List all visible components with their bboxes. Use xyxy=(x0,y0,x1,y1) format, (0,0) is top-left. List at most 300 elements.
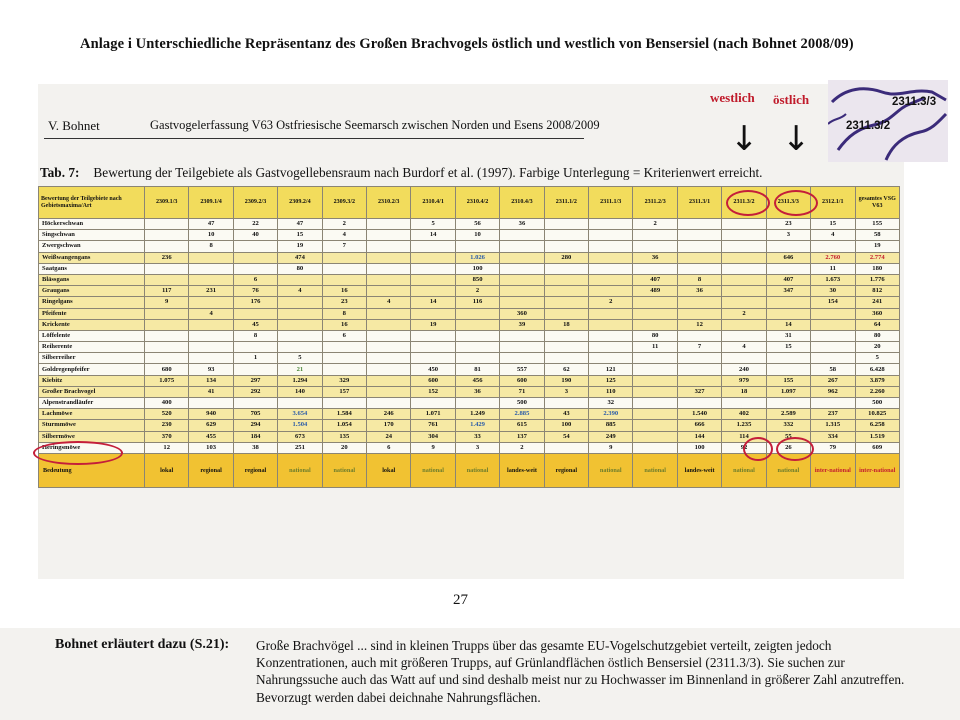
table-cell xyxy=(544,297,588,308)
table-cell: 43 xyxy=(544,409,588,420)
table-cell xyxy=(766,398,810,409)
table-cell: 940 xyxy=(189,409,233,420)
table-cell xyxy=(589,330,633,341)
table-row xyxy=(39,409,900,420)
table-cell xyxy=(544,342,588,353)
table-cell: 761 xyxy=(411,420,455,431)
table-cell xyxy=(677,308,721,319)
table-cell: 19 xyxy=(278,241,322,252)
table-cell xyxy=(411,308,455,319)
table-cell: 1.071 xyxy=(411,409,455,420)
table-cell xyxy=(145,263,189,274)
table-cell xyxy=(500,252,544,263)
table-cell xyxy=(367,375,411,386)
table-cell xyxy=(411,330,455,341)
table-cell: 646 xyxy=(766,252,810,263)
table-cell: 237 xyxy=(811,409,855,420)
table-cell: 4 xyxy=(189,308,233,319)
table-cell: 3 xyxy=(544,386,588,397)
table-row xyxy=(39,308,900,319)
table-row xyxy=(39,230,900,241)
table-cell: 23 xyxy=(322,297,366,308)
table-cell xyxy=(633,442,677,453)
table-cell: 103 xyxy=(189,442,233,453)
table-cell xyxy=(367,330,411,341)
table-cell: 292 xyxy=(233,386,277,397)
table-cell: 23 xyxy=(766,219,810,230)
table-cell: 9 xyxy=(589,442,633,453)
table-cell xyxy=(677,330,721,341)
table-footer-row xyxy=(39,453,900,487)
table-cell xyxy=(500,353,544,364)
table-cell xyxy=(189,398,233,409)
report-subheader: Gastvogelerfassung V63 Ostfriesische Seemarsch zwischen Norden und Esens 2008/2009 xyxy=(150,118,600,132)
table-cell xyxy=(189,342,233,353)
table-caption xyxy=(40,165,763,181)
table-row xyxy=(39,342,900,353)
table-cell: 100 xyxy=(677,442,721,453)
table-cell: 557 xyxy=(500,364,544,375)
table-cell xyxy=(278,308,322,319)
table-cell xyxy=(589,241,633,252)
table-cell xyxy=(145,241,189,252)
table-cell: 455 xyxy=(189,431,233,442)
table-cell: 1.249 xyxy=(455,409,499,420)
species-name: Graugans xyxy=(39,286,145,297)
table-cell: 3 xyxy=(766,230,810,241)
table-row xyxy=(39,375,900,386)
table-cell xyxy=(411,286,455,297)
table-cell: 36 xyxy=(633,252,677,263)
table-cell xyxy=(544,274,588,285)
table-cell: 56 xyxy=(455,219,499,230)
footer-label: Bedeutung xyxy=(39,453,145,487)
table-cell xyxy=(278,342,322,353)
table-cell: 236 xyxy=(145,252,189,263)
table-cell xyxy=(455,342,499,353)
table-cell xyxy=(722,252,766,263)
table-cell: 7 xyxy=(322,241,366,252)
table-cell xyxy=(722,219,766,230)
column-header: 2309.3/2 xyxy=(322,187,366,219)
table-cell xyxy=(455,353,499,364)
species-name: Großer Brachvogel xyxy=(39,386,145,397)
table-cell: 2.589 xyxy=(766,409,810,420)
table-cell: 2 xyxy=(455,286,499,297)
table-cell: 8 xyxy=(189,241,233,252)
table-cell: 1.584 xyxy=(322,409,366,420)
table-cell: 12 xyxy=(677,319,721,330)
table-cell: 26 xyxy=(766,442,810,453)
table-cell: 80 xyxy=(633,330,677,341)
table-cell: 21 xyxy=(278,364,322,375)
table-cell: 36 xyxy=(455,386,499,397)
table-cell xyxy=(367,386,411,397)
table-cell: 4 xyxy=(367,297,411,308)
table-cell: 8 xyxy=(233,330,277,341)
table-cell: 47 xyxy=(278,219,322,230)
table-cell xyxy=(367,230,411,241)
table-cell: 2.760 xyxy=(811,252,855,263)
table-cell xyxy=(367,364,411,375)
table-cell xyxy=(589,286,633,297)
table-cell xyxy=(233,263,277,274)
table-cell: 15 xyxy=(766,342,810,353)
table-cell: 30 xyxy=(811,286,855,297)
table-cell: 1.429 xyxy=(455,420,499,431)
table-cell: 979 xyxy=(722,375,766,386)
table-cell xyxy=(633,386,677,397)
significance-cell: inter-national xyxy=(855,453,900,487)
table-cell xyxy=(455,330,499,341)
table-cell xyxy=(367,241,411,252)
table-row xyxy=(39,252,900,263)
table-cell xyxy=(722,263,766,274)
table-cell xyxy=(633,375,677,386)
column-header: 2311.3/3 xyxy=(766,187,810,219)
table-cell xyxy=(233,342,277,353)
table-cell xyxy=(633,398,677,409)
significance-cell: national xyxy=(589,453,633,487)
species-name: Lachmöwe xyxy=(39,409,145,420)
table-cell xyxy=(455,308,499,319)
column-header: 2311.3/2 xyxy=(722,187,766,219)
column-header: 2311.2/3 xyxy=(633,187,677,219)
table-cell xyxy=(811,398,855,409)
table-cell: 11 xyxy=(633,342,677,353)
table-cell: 230 xyxy=(145,420,189,431)
table-cell xyxy=(145,342,189,353)
table-cell xyxy=(233,241,277,252)
column-header: 2310.4/2 xyxy=(455,187,499,219)
table-cell: 40 xyxy=(233,230,277,241)
table-cell xyxy=(411,342,455,353)
significance-cell: regional xyxy=(233,453,277,487)
table-cell xyxy=(544,308,588,319)
table-cell xyxy=(189,319,233,330)
table-cell xyxy=(455,398,499,409)
significance-cell: lokal xyxy=(145,453,189,487)
table-cell: 4 xyxy=(722,342,766,353)
significance-cell: national xyxy=(722,453,766,487)
table-row xyxy=(39,274,900,285)
table-cell xyxy=(145,230,189,241)
significance-cell: regional xyxy=(189,453,233,487)
table-cell: 1.235 xyxy=(722,420,766,431)
table-cell: 246 xyxy=(367,409,411,420)
table-cell: 2 xyxy=(589,297,633,308)
table-cell xyxy=(677,364,721,375)
table-row xyxy=(39,442,900,453)
table-row xyxy=(39,386,900,397)
table-cell: 280 xyxy=(544,252,588,263)
species-name: Saatgans xyxy=(39,263,145,274)
table-cell xyxy=(367,286,411,297)
table-cell xyxy=(322,263,366,274)
table-cell: 180 xyxy=(855,263,900,274)
table-cell: 1.540 xyxy=(677,409,721,420)
table-cell: 304 xyxy=(411,431,455,442)
table-cell: 629 xyxy=(189,420,233,431)
significance-cell: national xyxy=(766,453,810,487)
table-cell: 6 xyxy=(233,274,277,285)
table-cell: 114 xyxy=(722,431,766,442)
table-cell xyxy=(677,252,721,263)
table-cell xyxy=(811,241,855,252)
table-cell: 6.258 xyxy=(855,420,900,431)
table-cell: 36 xyxy=(677,286,721,297)
table-cell: 850 xyxy=(455,274,499,285)
table-cell: 80 xyxy=(855,330,900,341)
species-name: Blässgans xyxy=(39,274,145,285)
significance-cell: regional xyxy=(544,453,588,487)
table-cell: 79 xyxy=(811,442,855,453)
table-cell xyxy=(766,297,810,308)
table-cell xyxy=(589,252,633,263)
table-cell: 16 xyxy=(322,319,366,330)
table-cell xyxy=(811,308,855,319)
table-cell: 155 xyxy=(766,375,810,386)
table-cell xyxy=(544,230,588,241)
table-cell: 680 xyxy=(145,364,189,375)
table-cell: 329 xyxy=(322,375,366,386)
table-cell: 71 xyxy=(500,386,544,397)
table-cell xyxy=(633,353,677,364)
table-cell xyxy=(189,353,233,364)
table-row xyxy=(39,353,900,364)
table-cell xyxy=(722,230,766,241)
table-cell: 1.054 xyxy=(322,420,366,431)
table-cell: 400 xyxy=(145,398,189,409)
table-cell: 125 xyxy=(589,375,633,386)
species-name: Silbermöwe xyxy=(39,431,145,442)
table-row xyxy=(39,319,900,330)
table-row xyxy=(39,286,900,297)
table-cell xyxy=(411,252,455,263)
table-cell: 135 xyxy=(322,431,366,442)
table-cell: 18 xyxy=(722,386,766,397)
table-cell: 2 xyxy=(633,219,677,230)
table-cell xyxy=(322,252,366,263)
table-row xyxy=(39,420,900,431)
table-cell: 14 xyxy=(411,230,455,241)
table-cell: 1.097 xyxy=(766,386,810,397)
table-cell: 812 xyxy=(855,286,900,297)
table-cell xyxy=(145,274,189,285)
table-cell: 360 xyxy=(855,308,900,319)
table-cell: 520 xyxy=(145,409,189,420)
area-map-thumbnail xyxy=(828,80,948,162)
east-label: östlich xyxy=(773,92,810,107)
table-cell xyxy=(145,219,189,230)
table-cell xyxy=(500,330,544,341)
subheader-underline xyxy=(44,138,584,139)
species-name: Alpenstrandläufer xyxy=(39,398,145,409)
table-cell xyxy=(589,353,633,364)
table-cell xyxy=(500,230,544,241)
table-cell xyxy=(811,353,855,364)
column-header: 2310.2/3 xyxy=(367,187,411,219)
significance-cell: landes-weit xyxy=(677,453,721,487)
table-cell: 19 xyxy=(855,241,900,252)
column-header: 2309.2/4 xyxy=(278,187,322,219)
table-cell xyxy=(322,353,366,364)
table-cell xyxy=(766,308,810,319)
table-cell xyxy=(633,308,677,319)
table-cell xyxy=(411,274,455,285)
table-cell: 489 xyxy=(633,286,677,297)
table-cell xyxy=(411,398,455,409)
table-cell: 20 xyxy=(322,442,366,453)
table-cell: 58 xyxy=(855,230,900,241)
table-cell xyxy=(233,308,277,319)
significance-cell: lokal xyxy=(367,453,411,487)
significance-cell: inter-national xyxy=(811,453,855,487)
table-cell: 155 xyxy=(855,219,900,230)
table-cell: 9 xyxy=(145,297,189,308)
table-cell: 11 xyxy=(811,263,855,274)
table-cell xyxy=(633,420,677,431)
table-cell: 2.774 xyxy=(855,252,900,263)
species-name: Pfeifente xyxy=(39,308,145,319)
table-row xyxy=(39,398,900,409)
table-cell: 347 xyxy=(766,286,810,297)
table-cell: 144 xyxy=(677,431,721,442)
table-cell: 294 xyxy=(233,420,277,431)
table-cell: 615 xyxy=(500,420,544,431)
table-cell: 100 xyxy=(544,420,588,431)
table-cell xyxy=(367,219,411,230)
table-cell: 249 xyxy=(589,431,633,442)
table-cell: 64 xyxy=(855,319,900,330)
table-cell: 81 xyxy=(455,364,499,375)
table-cell xyxy=(500,263,544,274)
table-cell xyxy=(367,308,411,319)
column-header: 2311.1/2 xyxy=(544,187,588,219)
table-cell xyxy=(322,342,366,353)
table-cell xyxy=(455,319,499,330)
table-cell: 2.260 xyxy=(855,386,900,397)
species-name: Ringelgans xyxy=(39,297,145,308)
table-cell: 116 xyxy=(455,297,499,308)
table-cell: 407 xyxy=(633,274,677,285)
table-cell xyxy=(677,353,721,364)
species-name: Löffelente xyxy=(39,330,145,341)
table-cell: 14 xyxy=(766,319,810,330)
species-name: Weißwangengans xyxy=(39,252,145,263)
table-cell: 1.504 xyxy=(278,420,322,431)
table-cell xyxy=(677,263,721,274)
table-cell xyxy=(766,241,810,252)
table-cell: 2 xyxy=(500,442,544,453)
table-cell xyxy=(589,308,633,319)
table-cell: 673 xyxy=(278,431,322,442)
table-row xyxy=(39,431,900,442)
table-cell xyxy=(500,241,544,252)
table-row xyxy=(39,330,900,341)
table-cell xyxy=(145,330,189,341)
table-cell xyxy=(233,364,277,375)
table-cell: 18 xyxy=(544,319,588,330)
table-cell: 1.075 xyxy=(145,375,189,386)
table-cell: 6 xyxy=(367,442,411,453)
table-row xyxy=(39,364,900,375)
table-cell xyxy=(633,297,677,308)
table-cell: 407 xyxy=(766,274,810,285)
species-name: Silberreiher xyxy=(39,353,145,364)
table-cell xyxy=(455,241,499,252)
table-cell xyxy=(677,375,721,386)
table-cell: 39 xyxy=(500,319,544,330)
table-cell xyxy=(589,263,633,274)
table-cell xyxy=(633,319,677,330)
table-cell xyxy=(544,398,588,409)
table-cell: 9 xyxy=(411,442,455,453)
table-cell: 100 xyxy=(455,263,499,274)
table-cell xyxy=(722,286,766,297)
table-cell: 402 xyxy=(722,409,766,420)
table-cell: 609 xyxy=(855,442,900,453)
table-cell xyxy=(589,230,633,241)
table-cell: 80 xyxy=(278,263,322,274)
table-cell xyxy=(322,398,366,409)
table-cell xyxy=(367,263,411,274)
page-number: 27 xyxy=(453,592,468,608)
table-cell xyxy=(367,398,411,409)
table-cell: 10 xyxy=(455,230,499,241)
table-cell xyxy=(411,353,455,364)
table-cell xyxy=(145,308,189,319)
table-cell xyxy=(367,252,411,263)
table-cell xyxy=(500,342,544,353)
table-cell xyxy=(677,219,721,230)
table-cell xyxy=(411,263,455,274)
table-cell: 2 xyxy=(322,219,366,230)
table-cell xyxy=(278,297,322,308)
table-cell xyxy=(189,263,233,274)
column-header: 2309.2/3 xyxy=(233,187,277,219)
table-cell: 5 xyxy=(411,219,455,230)
table-row xyxy=(39,263,900,274)
table-cell: 251 xyxy=(278,442,322,453)
species-name: Sturmmöwe xyxy=(39,420,145,431)
table-cell: 24 xyxy=(367,431,411,442)
table-cell: 110 xyxy=(589,386,633,397)
down-arrow-icon: ↓ xyxy=(782,119,811,159)
table-cell xyxy=(367,353,411,364)
table-cell xyxy=(544,330,588,341)
table-cell xyxy=(500,274,544,285)
table-cell xyxy=(722,241,766,252)
author-name: V. Bohnet xyxy=(48,118,100,133)
table-cell xyxy=(589,342,633,353)
table-cell: 152 xyxy=(411,386,455,397)
table-cell: 137 xyxy=(500,431,544,442)
table-cell: 705 xyxy=(233,409,277,420)
table-cell: 327 xyxy=(677,386,721,397)
table-cell xyxy=(766,353,810,364)
column-header: 2311.3/1 xyxy=(677,187,721,219)
table-cell: 1.673 xyxy=(811,274,855,285)
table-cell: 16 xyxy=(322,286,366,297)
table-cell xyxy=(589,274,633,285)
table-cell: 334 xyxy=(811,431,855,442)
table-cell: 184 xyxy=(233,431,277,442)
table-cell: 117 xyxy=(145,286,189,297)
table-cell: 58 xyxy=(811,364,855,375)
table-cell: 600 xyxy=(411,375,455,386)
species-name: Goldregenpfeifer xyxy=(39,364,145,375)
